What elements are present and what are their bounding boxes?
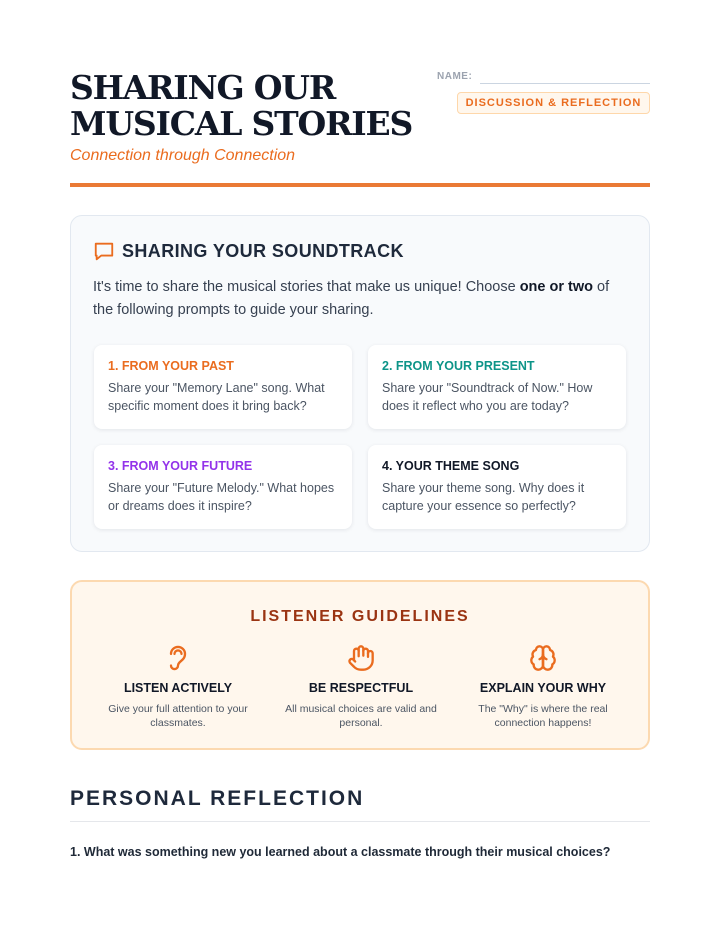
activity-tag: DISCUSSION & REFLECTION: [457, 92, 650, 114]
prompt-text: Share your "Future Melody." What hopes or dreams does it inspire?: [108, 481, 335, 513]
prompt-title: 2. FROM YOUR PRESENT: [382, 359, 535, 373]
guideline-text: The "Why" is where the real connection happens!: [478, 703, 608, 729]
brain-icon: [529, 644, 557, 672]
soundtrack-heading: [93, 240, 404, 262]
prompt-title: 1. FROM YOUR PAST: [108, 359, 234, 373]
prompt-text: Share your "Soundtrack of Now." How does it reflect who you are today?: [382, 381, 593, 413]
intro-text-bold: one or two: [519, 279, 594, 295]
page-header: [70, 70, 650, 188]
page-subtitle: Connection through Connection: [70, 147, 296, 164]
guideline-respect: [276, 644, 446, 730]
hand-icon: [347, 644, 375, 672]
soundtrack-section: [70, 215, 650, 552]
soundtrack-intro: [93, 276, 633, 322]
reflection-divider: [70, 821, 650, 822]
listener-guidelines-section: [70, 580, 650, 750]
chat-bubble-icon: [93, 240, 115, 262]
soundtrack-title: SHARING YOUR SOUNDTRACK: [122, 240, 404, 261]
reflection-question-1: 1. What was something new you learned about a classmate through their musical choices?: [70, 845, 611, 859]
prompt-title: 3. FROM YOUR FUTURE: [108, 459, 253, 473]
prompt-title: 4. YOUR THEME SONG: [382, 459, 520, 473]
guideline-listen: [93, 644, 263, 730]
prompt-text: Share your theme song. Why does it capture your essence so perfectly?: [382, 481, 585, 513]
guideline-name: EXPLAIN YOUR WHY: [479, 681, 607, 695]
name-label: NAME:: [437, 71, 473, 82]
guideline-explain: [458, 644, 628, 730]
guideline-name: BE RESPECTFUL: [308, 681, 414, 695]
ear-icon: [164, 644, 192, 672]
intro-text-end: of the following prompts to guide your sharing.: [93, 279, 610, 318]
guidelines-title: LISTENER GUIDELINES: [250, 608, 470, 625]
prompt-card-theme-song: [368, 445, 626, 529]
intro-text-start: It's time to share the musical stories that make us unique! Choose: [93, 279, 520, 295]
reflection-title: PERSONAL REFLECTION: [70, 787, 365, 810]
guideline-text: All musical choices are valid and personal.: [285, 703, 437, 729]
prompt-card-future: [94, 445, 352, 529]
name-field[interactable]: [437, 70, 650, 86]
prompt-text: Share your "Memory Lane" song. What specific moment does it bring back?: [108, 381, 325, 413]
page-title: SHARING OUR MUSICAL STORIES: [70, 68, 413, 143]
name-line[interactable]: [480, 83, 650, 84]
header-divider: [70, 183, 650, 187]
guideline-name: LISTEN ACTIVELY: [123, 681, 233, 695]
prompt-card-present: [368, 345, 626, 429]
guideline-text: Give your full attention to your classmates.: [108, 703, 248, 729]
prompt-card-past: [94, 345, 352, 429]
